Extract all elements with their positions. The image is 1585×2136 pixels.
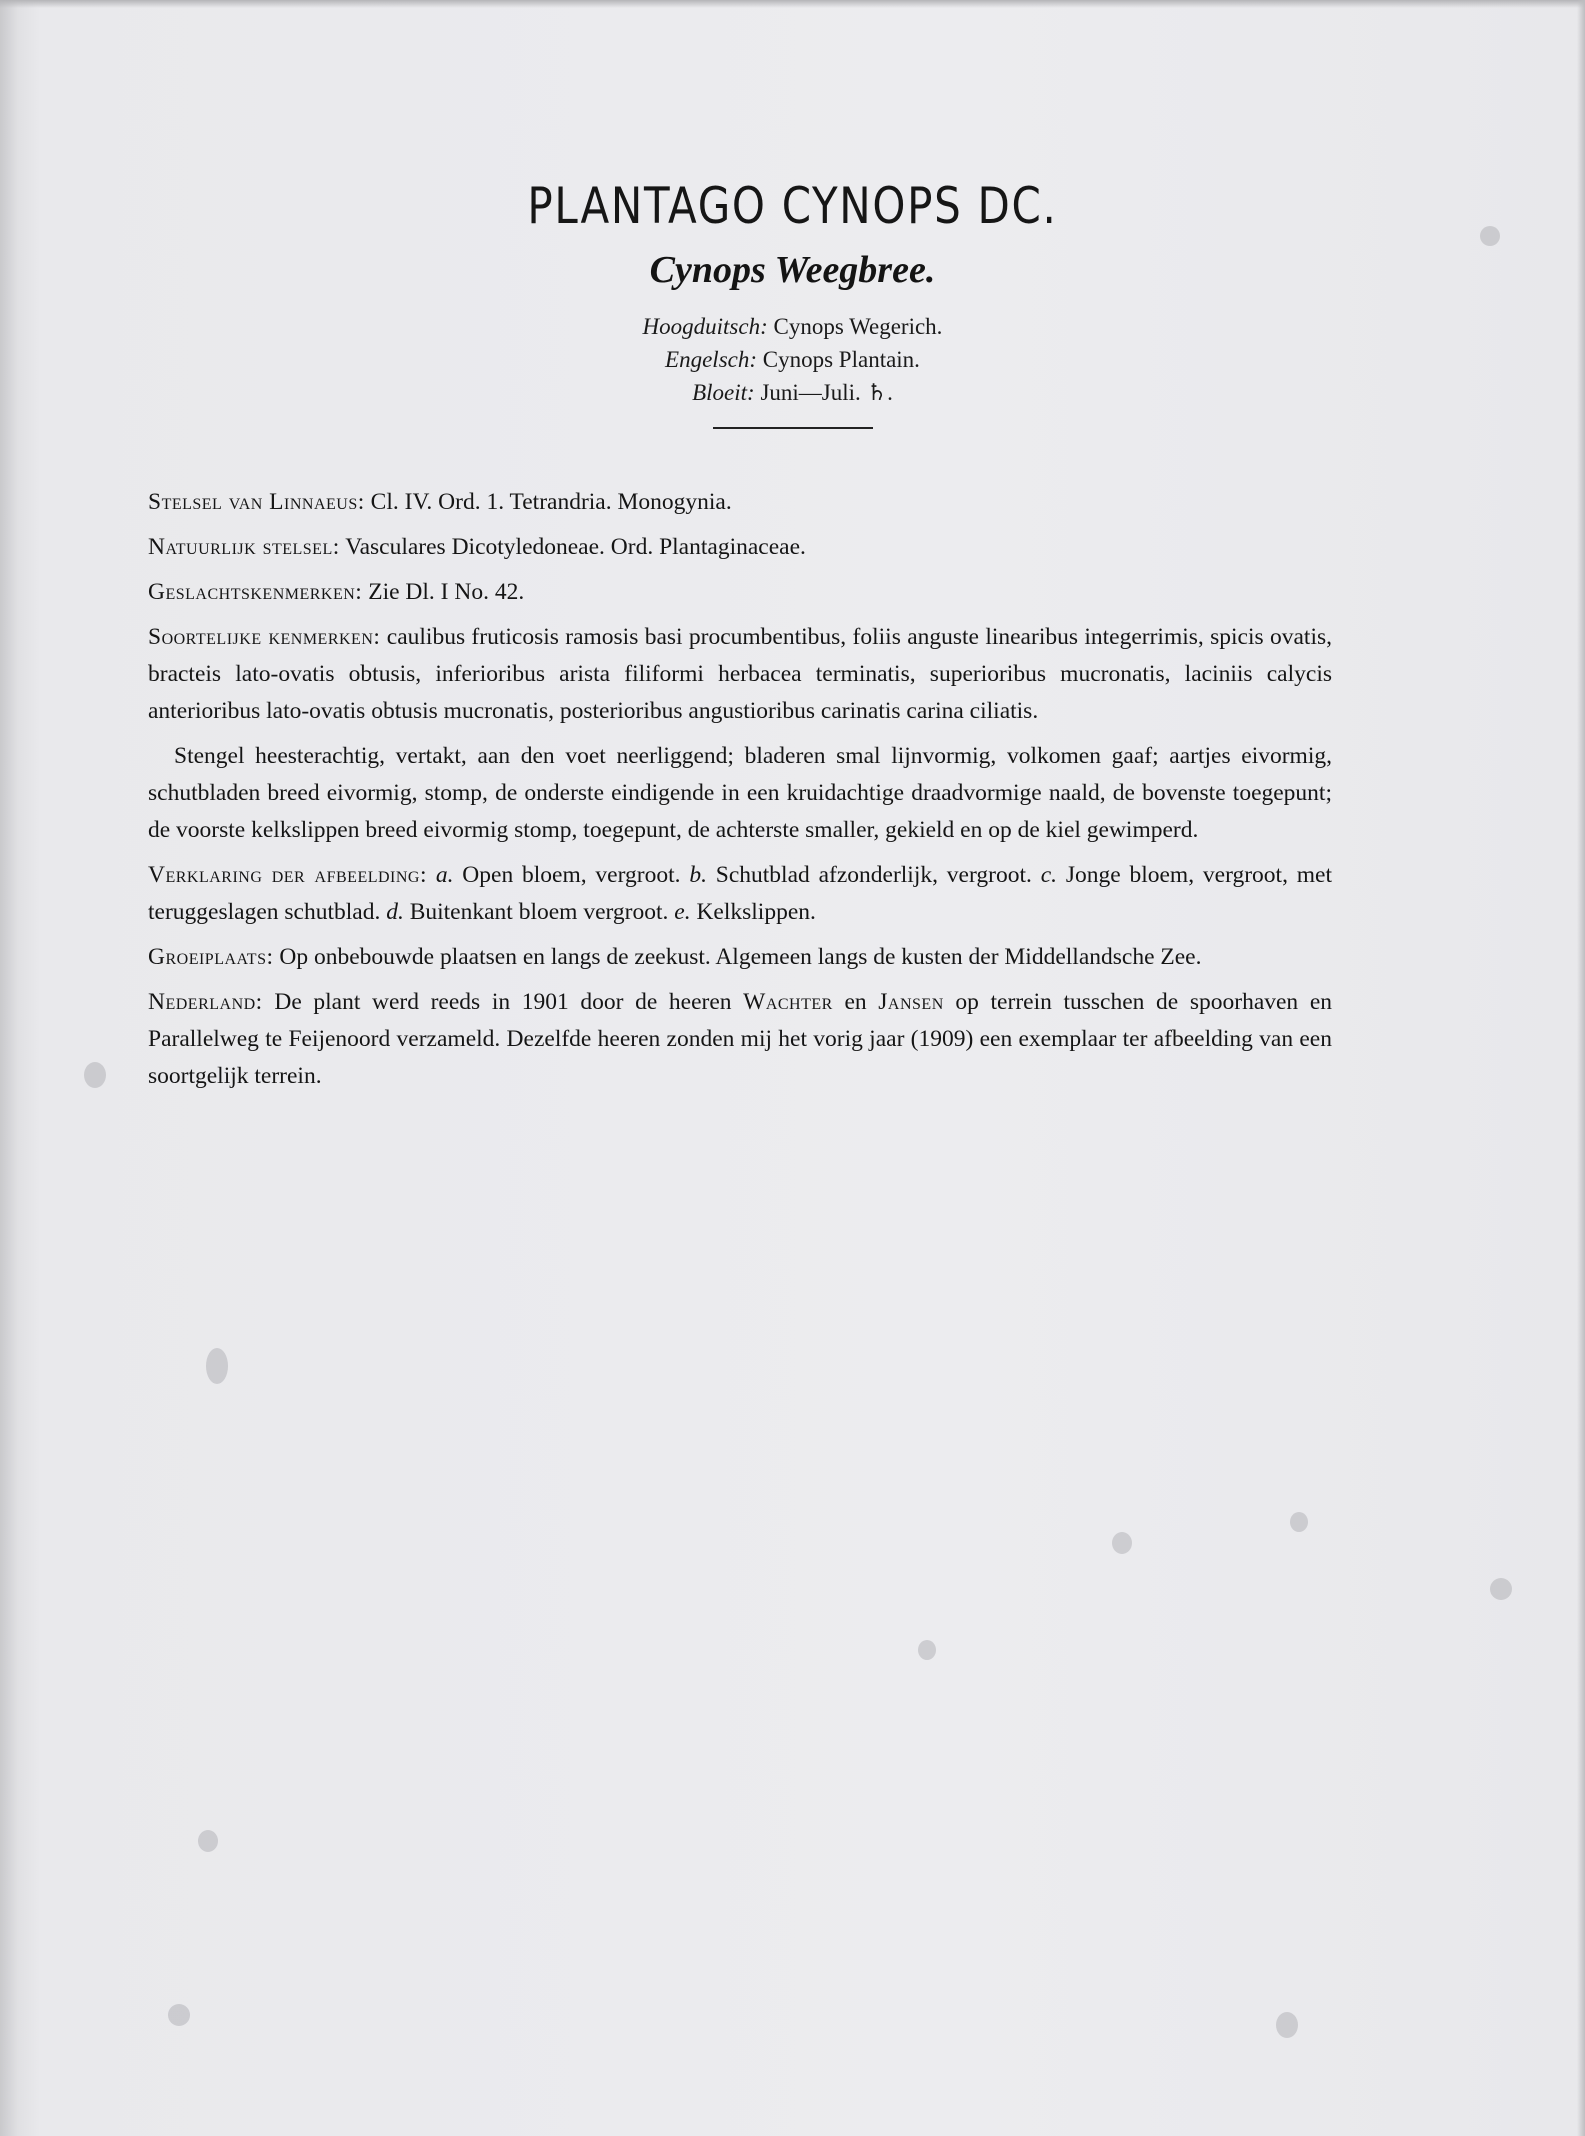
person-name: Jansen [878, 989, 944, 1015]
name-line-english [0, 343, 1585, 376]
description-body [148, 484, 1332, 1103]
figure-key-c: c. [1040, 862, 1057, 888]
figure-key-e: e. [674, 899, 691, 925]
scan-spot [1290, 1512, 1308, 1532]
name-label: Engelsch: [665, 347, 758, 372]
section-label: Nederland: [148, 989, 263, 1015]
section-text: caulibus fruticosis ramosis basi procumbentibus, foliis anguste linearibus integerrimis, spicis ovatis, bracteis lato-ovatis obtusis, inferioribus arista filiformi herbacea terminatis, superioribus mucronatis, laciniis calycis anterioribus lato-ovatis obtusis mucronatis, posterioribus angustioribus carinatis carina ciliatis. [148, 624, 1333, 724]
section-text: Vasculares Dicotyledoneae. Ord. Plantaginaceae. [339, 534, 806, 560]
page-header [0, 178, 1585, 429]
section-text: Cl. IV. Ord. 1. Tetrandria. Monogynia. [364, 489, 732, 515]
name-value: Cynops Plantain. [757, 347, 920, 372]
section-text: Stengel heesterachtig, vertakt, aan den voet neerliggend; bladeren smal lijnvormig, volkomen gaaf; aartjes eivormig, schutbladen breed eivormig, stomp, de onderste eindigende in een kruidachtige draadvormige naald, de bovenste toegepunt; de voorste kelkslippen breed eivormig stomp, toegepunt, de achterste smaller, gekield en op de kiel gewimperd. [148, 743, 1332, 843]
figure-text-b: Schutblad afzonderlijk, vergroot. [706, 862, 1041, 888]
name-label: Bloeit: [692, 380, 755, 405]
paragraph-natuurlijk [148, 529, 1332, 566]
scan-spot [206, 1348, 228, 1384]
figure-key-a: a. [435, 862, 454, 888]
paragraph-groeiplaats [148, 939, 1332, 976]
name-label: Hoogduitsch: [642, 314, 768, 339]
scan-spot [1490, 1578, 1512, 1600]
scan-spot [1112, 1532, 1132, 1554]
scan-spot [84, 1062, 106, 1088]
figure-text-a: Open bloem, vergroot. [453, 862, 690, 888]
figure-key-b: b. [689, 862, 707, 888]
name-line-german [0, 310, 1585, 343]
section-text: Zie Dl. I No. 42. [362, 579, 525, 605]
section-text: en [832, 989, 879, 1015]
page-top-shadow [0, 0, 1585, 8]
section-label: Stelsel van Linnaeus: [148, 489, 365, 515]
section-label: Natuurlijk stelsel: [148, 534, 340, 560]
name-value: Juni—Juli. ♄. [754, 380, 893, 405]
paragraph-geslacht [148, 574, 1332, 611]
section-label: Soortelijke kenmerken: [148, 624, 381, 650]
scan-spot [198, 1830, 218, 1852]
paragraph-stengel [148, 738, 1332, 849]
figure-text-c: Jonge bloem, vergroot, met teruggeslagen schutblad. [148, 862, 1333, 925]
section-label: Verklaring der afbeelding: [148, 862, 428, 888]
page-title: PLANTAGO CYNOPS DC. [527, 177, 1058, 235]
scan-spot [168, 2004, 190, 2026]
figure-text-e: Kelkslippen. [690, 899, 816, 925]
figure-text-d: Buitenkant bloem vergroot. [403, 899, 675, 925]
figure-key-d: d. [386, 899, 404, 925]
scan-spot [918, 1640, 936, 1660]
paragraph-stelsel [148, 484, 1332, 521]
paragraph-soortelijke [148, 619, 1332, 730]
section-label: Geslachtskenmerken: [148, 579, 363, 605]
paragraph-verklaring [148, 857, 1332, 931]
page-subtitle: Cynops Weegbree. [649, 249, 936, 291]
section-text: op terrein tusschen de spoorhaven en Parallelweg te Feijenoord verzameld. Dezelfde heeren zonden mij het vorig jaar (1909) een exemplaar ter afbeelding van een soortgelijk terrein. [148, 989, 1332, 1089]
scan-spot [1276, 2012, 1298, 2038]
name-line-bloom [0, 376, 1585, 409]
section-text: Op onbebouwde plaatsen en langs de zeekust. Algemeen langs de kusten der Middellandsche Zee. [273, 944, 1202, 970]
person-name: Wachter [743, 989, 833, 1015]
paragraph-nederland [148, 984, 1332, 1095]
section-text: De plant werd reeds in 1901 door de heeren [262, 989, 744, 1015]
header-divider [713, 427, 873, 429]
name-value: Cynops Wegerich. [767, 314, 943, 339]
section-label: Groeiplaats: [148, 944, 274, 970]
common-names [0, 310, 1585, 409]
